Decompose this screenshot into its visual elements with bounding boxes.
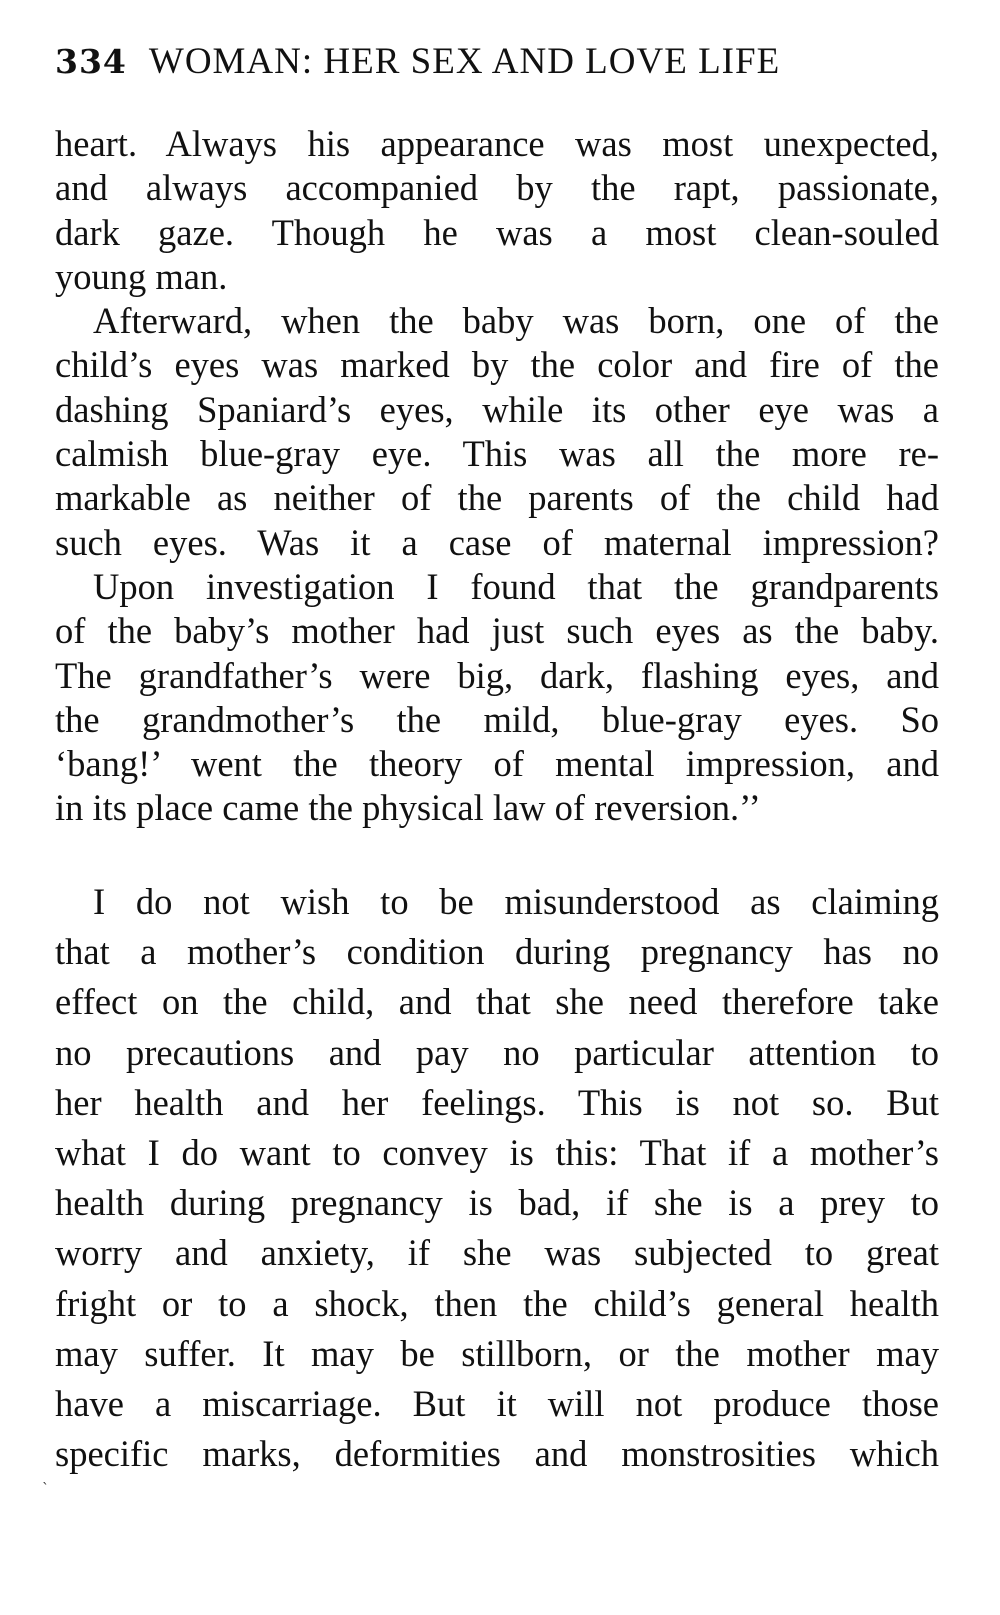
text-line: health during pregnancy is bad, if she is a prey to (55, 1182, 939, 1224)
text-line: fright or to a shock, then the child’s general health (55, 1282, 939, 1324)
text-line: such eyes. Was it a case of maternal impression? (55, 521, 939, 563)
text-line: markable as neither of the parents of the child had (55, 477, 939, 519)
running-head (55, 40, 940, 84)
text-line: Afterward, when the baby was born, one of the (93, 300, 939, 342)
text-line: and always accompanied by the rapt, passionate, (55, 167, 939, 209)
text-line: what I do want to convey is this: That if a mother’s (55, 1131, 939, 1173)
text-line: young man. (55, 255, 228, 297)
text-line: worry and anxiety, if she was subjected to great (55, 1232, 939, 1274)
text-line: effect on the child, and that she need therefore take (55, 981, 939, 1023)
text-line: specific marks, deformities and monstrosities which (55, 1433, 939, 1475)
text-line: dashing Spaniard’s eyes, while its other eye was a (55, 388, 939, 430)
text-line: calmish blue-gray eye. This was all the more re- (55, 433, 939, 475)
body-paragraph (55, 877, 939, 1479)
text-line: child’s eyes was marked by the color and fire of the (55, 344, 939, 386)
text-line: I do not wish to be misunderstood as claiming (93, 881, 939, 922)
print-speck: ˎ (42, 1469, 49, 1485)
text-line: no precautions and pay no particular attention to (55, 1031, 939, 1073)
page-number: 334 (55, 42, 127, 81)
text-line: that a mother’s condition during pregnancy has no (55, 931, 939, 973)
text-line: The grandfather’s were big, dark, flashing eyes, and (55, 654, 939, 696)
text-line: dark gaze. Though he was a most clean-souled (55, 211, 939, 253)
running-title: WOMAN: HER SEX AND LOVE LIFE (148, 41, 781, 82)
text-line: the grandmother’s the mild, blue-gray eyes. So (55, 698, 939, 740)
quoted-passage (55, 122, 939, 831)
text-line: of the baby’s mother had just such eyes as the baby. (55, 610, 939, 652)
text-line: have a miscarriage. But it will not produce those (55, 1382, 939, 1424)
text-line: ‘bang!’ went the theory of mental impression, and (55, 743, 939, 785)
text-line: Upon investigation I found that the grandparents (93, 565, 939, 607)
text-line: heart. Always his appearance was most unexpected, (55, 123, 939, 164)
text-line: her health and her feelings. This is not so. But (55, 1081, 939, 1123)
text-line: in its place came the physical law of reversion.’’ (55, 787, 761, 829)
text-line: may suffer. It may be stillborn, or the mother may (55, 1332, 939, 1374)
